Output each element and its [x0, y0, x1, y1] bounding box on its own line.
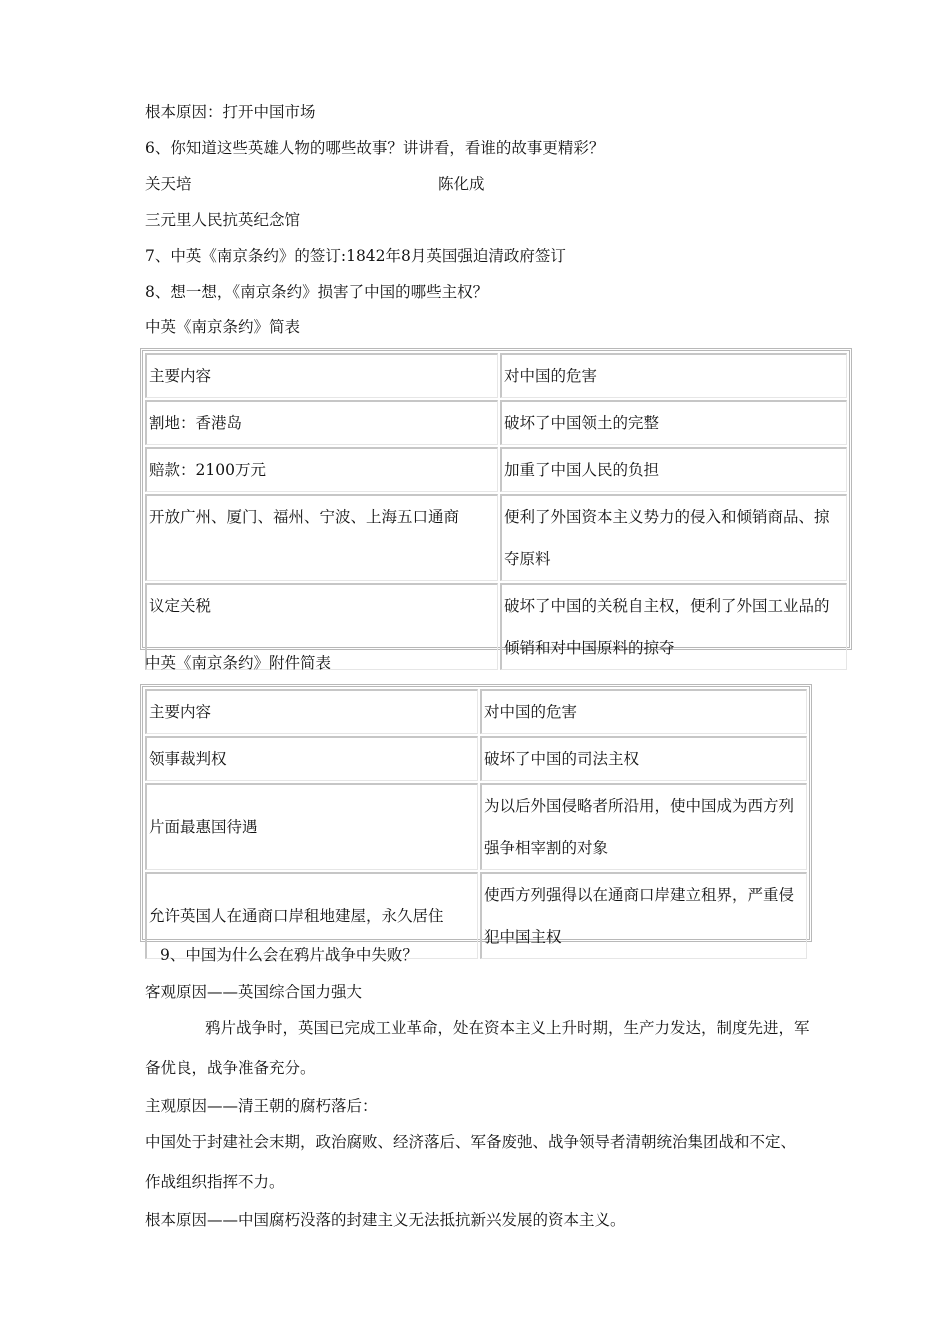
table-cell: 为以后外国侵略者所沿用，使中国成为西方列强争相宰割的对象 [480, 783, 807, 870]
table-cell: 破坏了中国的关税自主权，便利了外国工业品的倾销和对中国原料的掠夺 [500, 583, 847, 670]
hero-name-guan-tianpei: 关天培 [145, 175, 192, 193]
table-cell: 加重了中国人民的负担 [500, 447, 847, 492]
hero-name-chen-huacheng: 陈化成 [438, 175, 485, 193]
table-cell: 议定关税 [145, 583, 498, 670]
objective-cause-heading: 客观原因——英国综合国力强大 [145, 983, 363, 1001]
paragraph-line: 鸦片战争时，英国已完成工业革命，处在资本主义上升时期，生产力发达，制度先进，军 [205, 1019, 810, 1037]
table-cell: 便利了外国资本主义势力的侵入和倾销商品、掠夺原料 [500, 494, 847, 581]
nanjing-treaty-table [140, 348, 852, 657]
table-cell: 赔款：2100万元 [145, 447, 498, 492]
table-header-cell: 对中国的危害 [500, 353, 847, 398]
memorial-name: 三元里人民抗英纪念馆 [145, 211, 301, 229]
table2-caption: 中英《南京条约》附件简表 [145, 654, 332, 672]
table-cell: 破坏了中国的司法主权 [480, 736, 807, 781]
text-line: 根本原因：打开中国市场 [145, 103, 316, 121]
question-8: 8、想一想，《南京条约》损害了中国的哪些主权？ [145, 283, 489, 301]
table-cell: 片面最惠国待遇 [145, 783, 478, 870]
question-7: 7、中英《南京条约》的签订:1842年8月英国强迫清政府签订 [145, 247, 566, 265]
question-9: 9、中国为什么会在鸦片战争中失败？ [160, 946, 418, 964]
table-cell: 领事裁判权 [145, 736, 478, 781]
subjective-cause-heading: 主观原因——清王朝的腐朽落后： [145, 1097, 378, 1115]
paragraph-line: 中国处于封建社会末期，政治腐败、经济落后、军备废弛、战争领导者清朝统治集团战和不定、 [145, 1133, 797, 1151]
table-header-cell: 主要内容 [145, 689, 478, 734]
table-cell: 使西方列强得以在通商口岸建立租界，严重侵犯中国主权 [480, 872, 807, 959]
table1-caption: 中英《南京条约》简表 [145, 318, 301, 336]
root-cause-line: 根本原因——中国腐朽没落的封建主义无法抵抗新兴发展的资本主义。 [145, 1211, 626, 1229]
question-6: 6、你知道这些英雄人物的哪些故事？讲讲看，看谁的故事更精彩？ [145, 139, 605, 157]
table-cell: 允许英国人在通商口岸租地建屋，永久居住 [145, 872, 478, 959]
table-cell: 割地：香港岛 [145, 400, 498, 445]
table-cell: 破坏了中国领土的完整 [500, 400, 847, 445]
table-header-cell: 对中国的危害 [480, 689, 807, 734]
table-header-cell: 主要内容 [145, 353, 498, 398]
treaty-annex-table [140, 684, 812, 946]
paragraph-line: 作战组织指挥不力。 [145, 1173, 285, 1191]
paragraph-line: 备优良，战争准备充分。 [145, 1059, 316, 1077]
table-cell: 开放广州、厦门、福州、宁波、上海五口通商 [145, 494, 498, 581]
